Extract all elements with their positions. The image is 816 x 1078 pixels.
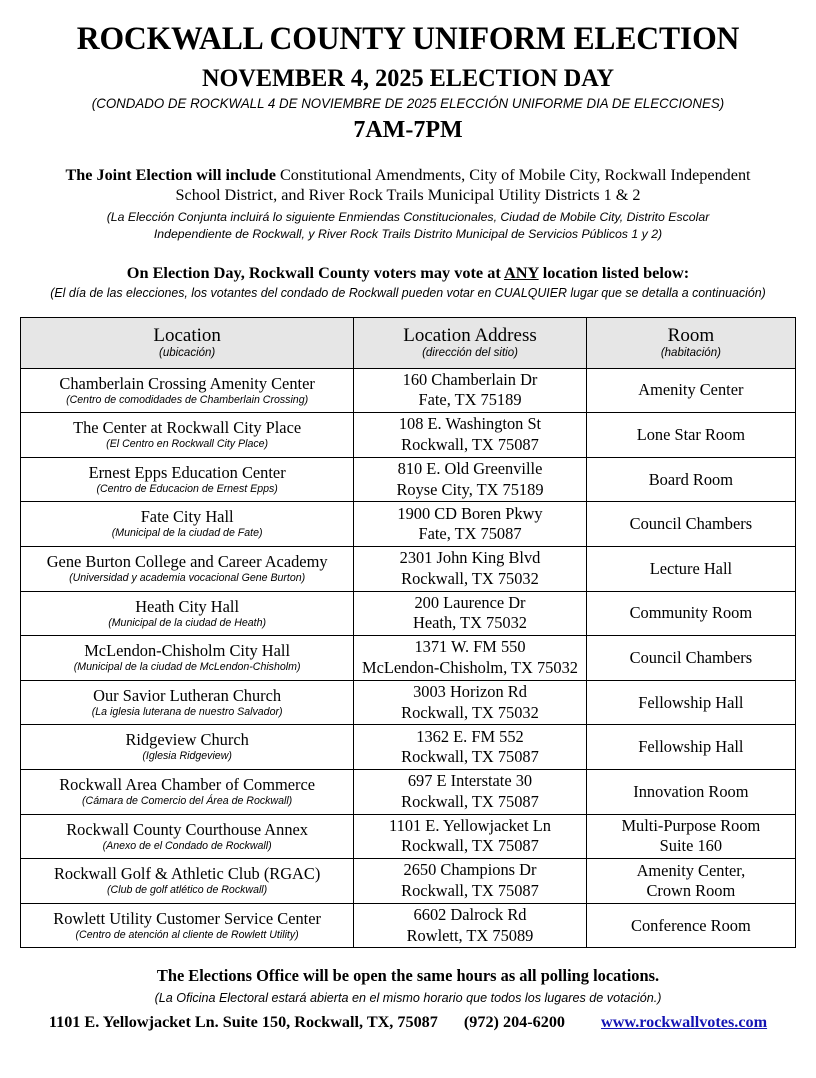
room-line-2: Crown Room <box>646 880 736 900</box>
cell-location <box>21 725 354 770</box>
table-row <box>21 769 796 814</box>
room-line-1: Council Chambers <box>629 514 753 534</box>
polling-hours: 7AM-7PM <box>353 117 463 144</box>
table-row <box>21 591 796 636</box>
address-line-1: 810 E. Old Greenville <box>397 458 543 478</box>
table-row <box>21 636 796 681</box>
table-row <box>21 814 796 859</box>
voting-notice-spanish: (El día de las elecciones, los votantes del condado de Rockwall pueden votar en CUALQUIER lugar que se detalla a continuación) <box>50 286 766 301</box>
table-row <box>21 502 796 547</box>
cell-location <box>21 903 354 948</box>
voting-notice-prefix: On Election Day, Rockwall County voters may vote at <box>126 263 504 283</box>
address-line-1: 6602 Dalrock Rd <box>413 904 527 924</box>
location-name-spanish: (Cámara de Comercio del Área de Rockwall) <box>82 794 293 807</box>
address-line-1: 108 E. Washington St <box>398 414 542 434</box>
column-header-room-en: Room <box>667 325 715 347</box>
cell-room <box>586 636 795 681</box>
polling-locations-table-wrapper <box>18 317 798 949</box>
room-line-1: Conference Room <box>631 915 751 935</box>
cell-address <box>354 859 587 904</box>
voting-notice-emphasis: ANY <box>503 263 539 283</box>
address-line-1: 200 Laurence Dr <box>414 592 526 612</box>
location-name: Our Savior Lutheran Church <box>93 685 282 705</box>
cell-location <box>21 859 354 904</box>
table-head <box>21 317 796 368</box>
table-row <box>21 725 796 770</box>
footer-phone: (972) 204-6200 <box>463 1012 566 1031</box>
address-line-2: Fate, TX 75087 <box>418 524 522 544</box>
cell-address <box>354 413 587 458</box>
polling-locations-table <box>20 317 796 949</box>
address-line-1: 160 Chamberlain Dr <box>402 369 538 389</box>
address-line-1: 3003 Horizon Rd <box>413 681 527 701</box>
cell-address <box>354 725 587 770</box>
intro-english <box>64 165 752 206</box>
address-line-2: Rockwall, TX 75032 <box>401 568 539 588</box>
cell-address <box>354 636 587 681</box>
location-name: Rockwall County Courthouse Annex <box>66 819 308 839</box>
column-header-location-es: (ubicación) <box>159 346 216 359</box>
cell-room <box>586 903 795 948</box>
location-name: Ridgeview Church <box>125 730 249 750</box>
location-name: Ernest Epps Education Center <box>88 462 286 482</box>
room-line-1: Lone Star Room <box>636 425 746 445</box>
table-row <box>21 903 796 948</box>
voting-notice-suffix: location listed below: <box>538 263 690 283</box>
intro-spanish: (La Elección Conjunta incluirá lo siguiente Enmiendas Constitucionales, Ciudad de Mobile City, Distrito Escolar Independiente de Rockwall, y River Rock Trails Distrito Municipal de Servicios Públicos 1 y 2) <box>106 210 710 242</box>
cell-room <box>586 413 795 458</box>
room-line-1: Amenity Center, <box>636 860 746 880</box>
location-name-spanish: (Municipal de la ciudad de Fate) <box>111 527 263 540</box>
election-notice-page <box>0 22 816 1078</box>
location-name: Rowlett Utility Customer Service Center <box>53 908 321 928</box>
address-line-2: Royse City, TX 75189 <box>396 479 544 499</box>
location-name: Chamberlain Crossing Amenity Center <box>59 373 315 393</box>
address-line-1: 1900 CD Boren Pkwy <box>397 503 543 523</box>
address-line-1: 2650 Champions Dr <box>403 860 537 880</box>
room-line-1: Amenity Center <box>638 380 744 400</box>
footer-website-link[interactable]: www.rockwallvotes.com <box>601 1012 768 1031</box>
cell-address <box>354 502 587 547</box>
column-header-address <box>354 317 587 368</box>
cell-room <box>586 368 795 413</box>
location-name-spanish: (Centro de atención al cliente de Rowlett Utility) <box>75 928 299 941</box>
cell-location <box>21 457 354 502</box>
cell-address <box>354 368 587 413</box>
address-line-1: 1101 E. Yellowjacket Ln <box>389 815 551 835</box>
table-row <box>21 413 796 458</box>
election-date-heading-spanish: (CONDADO DE ROCKWALL 4 DE NOVIEMBRE DE 2025 ELECCIÓN UNIFORME DIA DE ELECCIONES) <box>91 95 725 112</box>
location-name-spanish: (El Centro en Rockwall City Place) <box>106 438 269 451</box>
location-name-spanish: (Centro de comodidades de Chamberlain Crossing) <box>66 393 309 406</box>
address-line-2: Rowlett, TX 75089 <box>406 925 534 945</box>
column-header-location-en: Location <box>153 325 221 347</box>
cell-address <box>354 457 587 502</box>
cell-room <box>586 725 795 770</box>
election-date-heading: NOVEMBER 4, 2025 ELECTION DAY <box>201 64 615 92</box>
address-line-2: Rockwall, TX 75087 <box>401 435 539 455</box>
cell-location <box>21 680 354 725</box>
cell-location <box>21 368 354 413</box>
table-row <box>21 680 796 725</box>
location-name-spanish: (Universidad y academia vocacional Gene Burton) <box>69 571 306 584</box>
cell-room <box>586 502 795 547</box>
location-name-spanish: (Municipal de la ciudad de Heath) <box>108 616 267 629</box>
cell-location <box>21 502 354 547</box>
address-line-1: 1371 W. FM 550 <box>414 637 526 657</box>
cell-address <box>354 769 587 814</box>
room-line-1: Multi-Purpose Room <box>621 816 761 836</box>
address-line-2: Rockwall, TX 75032 <box>401 702 539 722</box>
footer-contact-line <box>18 1013 798 1032</box>
cell-address <box>354 680 587 725</box>
room-line-2: Suite 160 <box>659 836 723 856</box>
footer <box>18 966 798 1032</box>
cell-room <box>586 457 795 502</box>
cell-address <box>354 547 587 592</box>
footer-hours-english: The Elections Office will be open the same hours as all polling locations. <box>156 966 660 986</box>
room-line-1: Fellowship Hall <box>638 737 744 757</box>
address-line-2: Rockwall, TX 75087 <box>401 836 539 856</box>
cell-room <box>586 859 795 904</box>
location-name: Heath City Hall <box>135 596 240 616</box>
address-line-2: McLendon-Chisholm, TX 75032 <box>362 658 578 677</box>
voting-notice-english <box>18 263 798 283</box>
cell-address <box>354 903 587 948</box>
room-line-1: Community Room <box>629 603 753 623</box>
address-line-2: Rockwall, TX 75087 <box>401 747 539 767</box>
table-row <box>21 368 796 413</box>
column-header-address-es: (dirección del sitio) <box>422 346 518 359</box>
cell-location <box>21 769 354 814</box>
location-name-spanish: (Club de golf atlético de Rockwall) <box>107 884 268 897</box>
cell-room <box>586 680 795 725</box>
address-line-2: Fate, TX 75189 <box>418 390 522 410</box>
cell-room <box>586 591 795 636</box>
column-header-room <box>586 317 795 368</box>
location-name-spanish: (Municipal de la ciudad de McLendon-Chisholm) <box>73 661 301 674</box>
location-name: The Center at Rockwall City Place <box>73 418 302 438</box>
cell-location <box>21 413 354 458</box>
address-line-2: Heath, TX 75032 <box>413 613 527 633</box>
footer-office-address: 1101 E. Yellowjacket Ln. Suite 150, Rockwall, TX, 75087 <box>48 1012 438 1031</box>
intro-english-rest: Constitutional Amendments, City of Mobile City, Rockwall Independent School District, and River Rock Trails Municipal Utility Districts 1 & 2 <box>175 165 751 205</box>
intro-block <box>18 165 798 243</box>
location-name-spanish: (Iglesia Ridgeview) <box>142 750 232 763</box>
address-line-1: 1362 E. FM 552 <box>416 726 524 746</box>
footer-hours-spanish: (La Oficina Electoral estará abierta en el mismo horario que todos los lugares de votación.) <box>154 991 662 1006</box>
room-line-1: Fellowship Hall <box>638 692 744 712</box>
location-name: Fate City Hall <box>140 507 234 527</box>
room-line-1: Council Chambers <box>629 647 753 667</box>
column-header-address-en: Location Address <box>403 325 537 347</box>
cell-room <box>586 814 795 859</box>
voting-notice-block <box>18 263 798 302</box>
table-header-row <box>21 317 796 368</box>
room-line-1: Board Room <box>648 469 733 489</box>
address-line-2: Rockwall, TX 75087 <box>401 880 539 900</box>
location-name: Gene Burton College and Career Academy <box>46 551 328 571</box>
location-name: Rockwall Golf & Athletic Club (RGAC) <box>53 864 321 884</box>
cell-location <box>21 636 354 681</box>
cell-address <box>354 591 587 636</box>
address-line-2: Rockwall, TX 75087 <box>401 791 539 811</box>
location-name: Rockwall Area Chamber of Commerce <box>59 774 316 794</box>
table-row <box>21 859 796 904</box>
page-title: ROCKWALL COUNTY UNIFORM ELECTION <box>76 21 740 57</box>
address-line-1: 2301 John King Blvd <box>399 548 541 568</box>
table-row <box>21 457 796 502</box>
cell-location <box>21 591 354 636</box>
column-header-room-es: (habitación) <box>660 346 721 359</box>
room-line-1: Innovation Room <box>633 781 749 801</box>
room-line-1: Lecture Hall <box>649 558 733 578</box>
location-name-spanish: (Anexo de el Condado de Rockwall) <box>102 839 272 852</box>
cell-address <box>354 814 587 859</box>
address-line-1: 697 E Interstate 30 <box>407 771 533 791</box>
table-row <box>21 547 796 592</box>
cell-location <box>21 814 354 859</box>
intro-english-bold: The Joint Election will include <box>65 165 276 184</box>
table-body <box>21 368 796 948</box>
cell-room <box>586 547 795 592</box>
location-name-spanish: (La iglesia luterana de nuestro Salvador) <box>91 705 283 718</box>
cell-location <box>21 547 354 592</box>
column-header-location <box>21 317 354 368</box>
location-name-spanish: (Centro de Educacion de Ernest Epps) <box>96 482 278 495</box>
location-name: McLendon-Chisholm City Hall <box>84 641 291 661</box>
cell-room <box>586 769 795 814</box>
